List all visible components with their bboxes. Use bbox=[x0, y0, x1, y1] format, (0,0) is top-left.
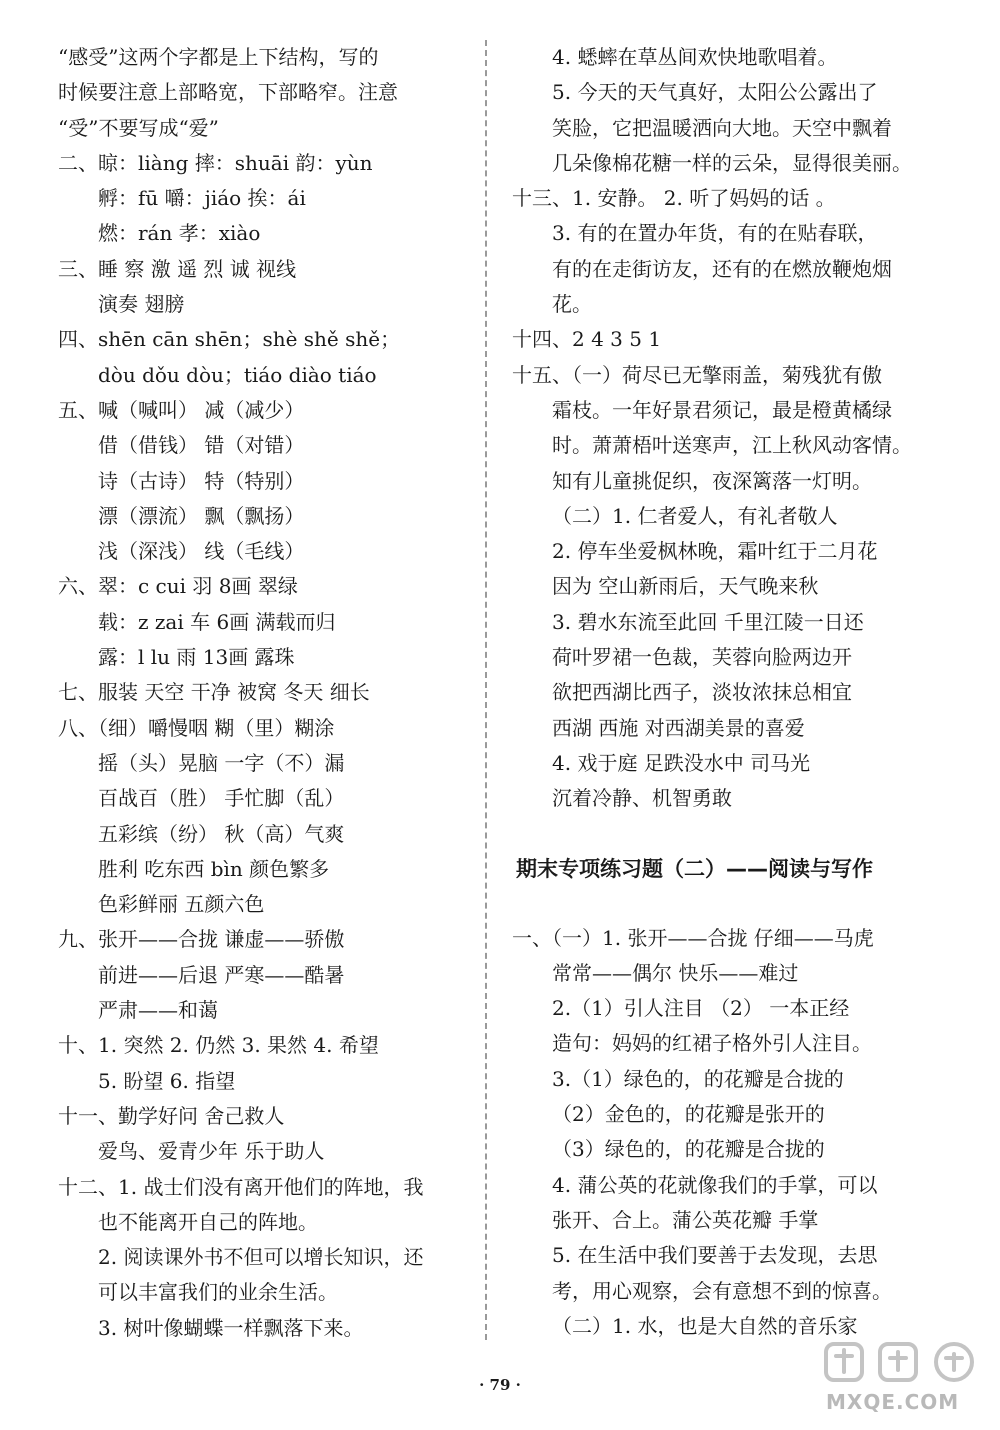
answer-logo-icon bbox=[818, 1336, 988, 1388]
text-line: 张开、合上。蒲公英花瓣 手掌 bbox=[552, 1207, 819, 1232]
text-line: 十四、2 4 3 5 1 bbox=[512, 327, 662, 352]
text-line: 造句：妈妈的红裙子格外引人注目。 bbox=[552, 1031, 872, 1056]
text-line: （二）1. 水，也是大自然的音乐家 bbox=[552, 1313, 858, 1338]
text-line: 3. 树叶像蝴蝶一样飘落下来。 bbox=[98, 1315, 364, 1340]
text-line: “感受”这两个字都是上下结构，写的 bbox=[58, 45, 379, 69]
text-line: 演奏 翅膀 bbox=[98, 292, 185, 317]
text-line: 时候要注意上部略宽，下部略窄。注意 bbox=[58, 80, 398, 105]
text-line: 九、张开——合拢 谦虚——骄傲 bbox=[58, 927, 345, 952]
text-line: 露：l lu 雨 13画 露珠 bbox=[98, 645, 295, 670]
text-line: 3. 有的在置办年货，有的在贴春联， bbox=[552, 221, 878, 246]
text-line: 常常——偶尔 快乐——难过 bbox=[552, 960, 799, 985]
right-column bbox=[512, 40, 952, 1344]
text-line: 2.（1）引人注目 （2） 一本正经 bbox=[552, 996, 850, 1021]
left-column bbox=[58, 40, 468, 1346]
text-line: 十五、（一）荷尽已无擎雨盖，菊残犹有傲 bbox=[512, 362, 882, 387]
text-line: 孵：fū 嚼：jiáo 挨：ái bbox=[98, 186, 306, 211]
text-line: 色彩鲜丽 五颜六色 bbox=[98, 892, 265, 917]
text-line: （二）1. 仁者爱人，有礼者敬人 bbox=[552, 503, 838, 528]
text-line: 4. 蟋蟀在草丛间欢快地歌唱着。 bbox=[552, 45, 838, 69]
text-line: 5. 今天的天气真好，太阳公公露出了 bbox=[552, 80, 878, 105]
section-spacer bbox=[512, 887, 952, 921]
text-line: 胜利 吃东西 bìn 颜色繁多 bbox=[98, 856, 330, 881]
text-line: 五、喊（喊叫） 减（减少） bbox=[58, 397, 305, 422]
watermark-text: MXQE.COM bbox=[826, 1390, 960, 1414]
text-line: 一、（一）1. 张开——合拢 仔细——马虎 bbox=[512, 925, 874, 950]
text-line: 十一、勤学好问 舍己救人 bbox=[58, 1103, 285, 1128]
text-line: 3.（1）绿色的，的花瓣是合拢的 bbox=[552, 1066, 844, 1091]
text-line: “受”不要写成“爱” bbox=[58, 115, 219, 140]
text-line: 几朵像棉花糖一样的云朵，显得很美丽。 bbox=[552, 150, 912, 175]
text-line: 4. 蒲公英的花就像我们的手掌，可以 bbox=[552, 1172, 878, 1197]
text-line: 可以丰富我们的业余生活。 bbox=[98, 1280, 338, 1305]
text-line: 五彩缤（纷） 秋（高）气爽 bbox=[98, 821, 345, 846]
page-number: · 79 · bbox=[479, 1376, 521, 1394]
text-line: 爱鸟、爱青少年 乐于助人 bbox=[98, 1139, 325, 1164]
text-line: 十、1. 突然 2. 仍然 3. 果然 4. 希望 bbox=[58, 1033, 379, 1058]
text-line: 三、睡 察 激 遥 烈 诚 视线 bbox=[58, 256, 297, 281]
text-line: 沉着冷静、机智勇敢 bbox=[552, 786, 732, 811]
text-line: （3）绿色的，的花瓣是合拢的 bbox=[552, 1137, 825, 1162]
column-divider bbox=[485, 40, 487, 1340]
text-line: 2. 停车坐爱枫林晚，霜叶红于二月花 bbox=[552, 539, 878, 564]
text-line: 欲把西湖比西子，淡妆浓抹总相宜 bbox=[552, 680, 852, 705]
text-line: 十三、1. 安静。 2. 听了妈妈的话 。 bbox=[512, 186, 836, 211]
text-line: 花。 bbox=[552, 292, 592, 317]
section-spacer bbox=[512, 817, 952, 851]
text-line: dòu dǒu dòu；tiáo diào tiáo bbox=[98, 362, 377, 387]
text-line: 借（借钱） 错（对错） bbox=[98, 433, 305, 458]
text-line: 5. 盼望 6. 指望 bbox=[98, 1068, 236, 1093]
text-line: 时。萧萧梧叶送寒声，江上秋风动客情。 bbox=[552, 433, 912, 458]
text-line: 严肃——和蔼 bbox=[98, 998, 218, 1023]
text-line: 2. 阅读课外书不但可以增长知识，还 bbox=[98, 1245, 424, 1270]
text-line: 载：z zai 车 6画 满载而归 bbox=[98, 609, 336, 634]
text-line: 5. 在生活中我们要善于去发现，去思 bbox=[552, 1243, 878, 1268]
text-line: 有的在走街访友，还有的在燃放鞭炮烟 bbox=[552, 256, 892, 281]
text-line: 4. 戏于庭 足跌没水中 司马光 bbox=[552, 750, 811, 775]
text-line: 七、服装 天空 干净 被窝 冬天 细长 bbox=[58, 680, 370, 705]
section-heading: 期末专项练习题（二）——阅读与写作 bbox=[516, 856, 873, 881]
text-line: 十二、1. 战士们没有离开他们的阵地，我 bbox=[58, 1174, 424, 1199]
text-line: 笑脸，它把温暖洒向大地。天空中飘着 bbox=[552, 115, 892, 140]
text-line: 燃：rán 孝：xiào bbox=[98, 221, 261, 246]
text-line: 霜枝。一年好景君须记，最是橙黄橘绿 bbox=[552, 397, 892, 422]
text-line: 西湖 西施 对西湖美景的喜爱 bbox=[552, 715, 805, 740]
text-line: 3. 碧水东流至此回 千里江陵一日还 bbox=[552, 609, 864, 634]
text-line: 也不能离开自己的阵地。 bbox=[98, 1209, 318, 1234]
text-line: 知有儿童挑促织，夜深篱落一灯明。 bbox=[552, 468, 872, 493]
text-line: 荷叶罗裙一色裁，芙蓉向脸两边开 bbox=[552, 645, 852, 670]
text-line: 百战百（胜） 手忙脚（乱） bbox=[98, 786, 345, 811]
text-line: 四、shēn cān shēn；shè shě shě； bbox=[58, 327, 401, 352]
text-line: 因为 空山新雨后，天气晚来秋 bbox=[552, 574, 819, 599]
text-line: 六、翠：c cui 羽 8画 翠绿 bbox=[58, 574, 298, 599]
text-line: （2）金色的，的花瓣是张开的 bbox=[552, 1102, 825, 1127]
text-line: 浅（深浅） 线（毛线） bbox=[98, 539, 305, 564]
text-line: 前进——后退 严寒——酷暑 bbox=[98, 962, 345, 987]
text-line: 摇（头）晃脑 一字（不）漏 bbox=[98, 750, 345, 775]
watermark bbox=[818, 1336, 988, 1422]
text-line: 八、（细）嚼慢咽 糊（里）糊涂 bbox=[58, 715, 335, 740]
text-line: 二、晾：liàng 摔：shuāi 韵：yùn bbox=[58, 150, 373, 175]
text-line: 考，用心观察，会有意想不到的惊喜。 bbox=[552, 1278, 892, 1303]
text-line: 漂（漂流） 飘（飘扬） bbox=[98, 503, 305, 528]
text-line: 诗（古诗） 特（特别） bbox=[98, 468, 305, 493]
